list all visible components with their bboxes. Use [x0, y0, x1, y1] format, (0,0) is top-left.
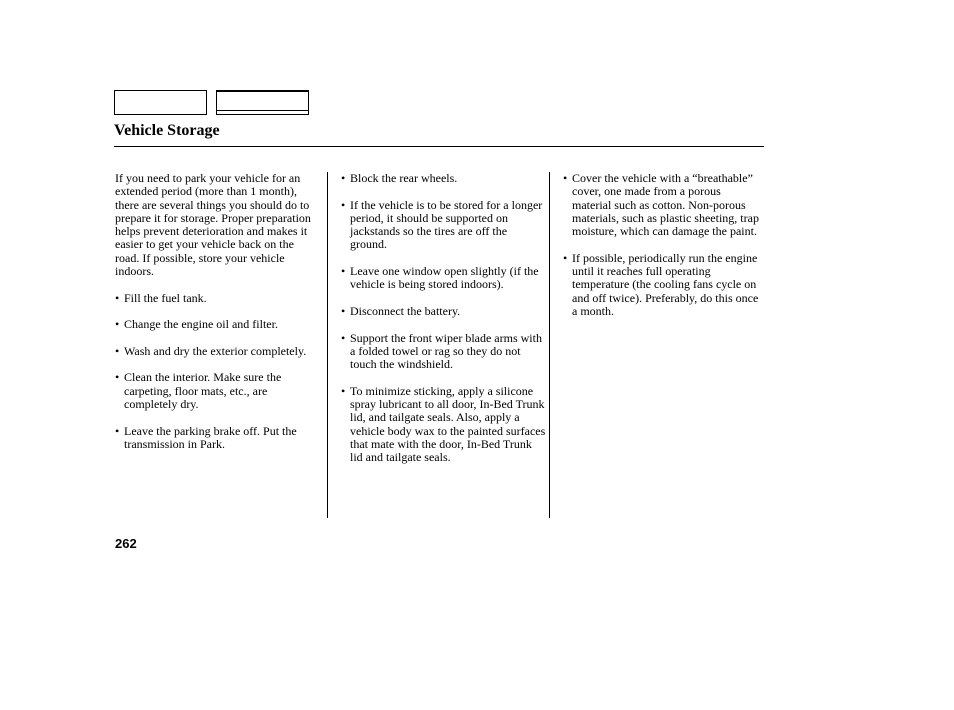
column-left — [115, 172, 320, 465]
intro-paragraph: If you need to park your vehicle for an extended period (more than 1 month), there are several things you should do to prepare it for storage. Proper preparation helps prevent deterioration and makes it easier to get your vehicle back on the road. If possible, store your vehicle indoors. — [115, 171, 311, 279]
nav-box-previous[interactable] — [114, 90, 207, 115]
column-right — [563, 172, 763, 332]
nav-box-next[interactable] — [216, 90, 309, 115]
list-item: • To minimize sticking, apply a silicone spray lubricant to all door, In-Bed Trunk lid, and tailgate seals. Also, apply a vehicle body wax to the painted surfaces that mate with the door, In-Bed Trunk lid and tailgate seals. — [341, 385, 546, 465]
bullet-list-middle — [341, 172, 546, 465]
list-item: • Disconnect the battery. — [341, 305, 546, 318]
column-divider — [327, 172, 328, 518]
column-middle — [341, 172, 546, 478]
list-item: • Change the engine oil and filter. — [115, 318, 320, 331]
list-item: • Leave the parking brake off. Put the transmission in Park. — [115, 425, 320, 452]
list-item: • If possible, periodically run the engine until it reaches full operating temperature (the cooling fans cycle on and off twice). Preferably, do this once a month. — [563, 252, 763, 318]
bullet-list-left — [115, 292, 320, 452]
list-item: • Support the front wiper blade arms with a folded towel or rag so they do not touch the windshield. — [341, 332, 546, 372]
list-item: • Leave one window open slightly (if the vehicle is being stored indoors). — [341, 265, 546, 292]
list-item: • Clean the interior. Make sure the carpeting, floor mats, etc., are completely dry. — [115, 371, 320, 411]
list-item: • If the vehicle is to be stored for a longer period, it should be supported on jackstands so the tires are off the ground. — [341, 199, 546, 252]
title-rule — [114, 146, 764, 147]
bullet-list-right — [563, 172, 763, 318]
page-title: Vehicle Storage — [114, 122, 220, 139]
list-item: • Fill the fuel tank. — [115, 292, 320, 305]
page-number: 262 — [115, 536, 137, 551]
list-item: • Cover the vehicle with a “breathable” cover, one made from a porous material such as cotton. Non-porous materials, such as plastic sheeting, trap moisture, which can damage the paint. — [563, 172, 763, 238]
list-item: • Wash and dry the exterior completely. — [115, 345, 320, 358]
column-divider — [549, 172, 550, 518]
list-item: • Block the rear wheels. — [341, 172, 546, 185]
